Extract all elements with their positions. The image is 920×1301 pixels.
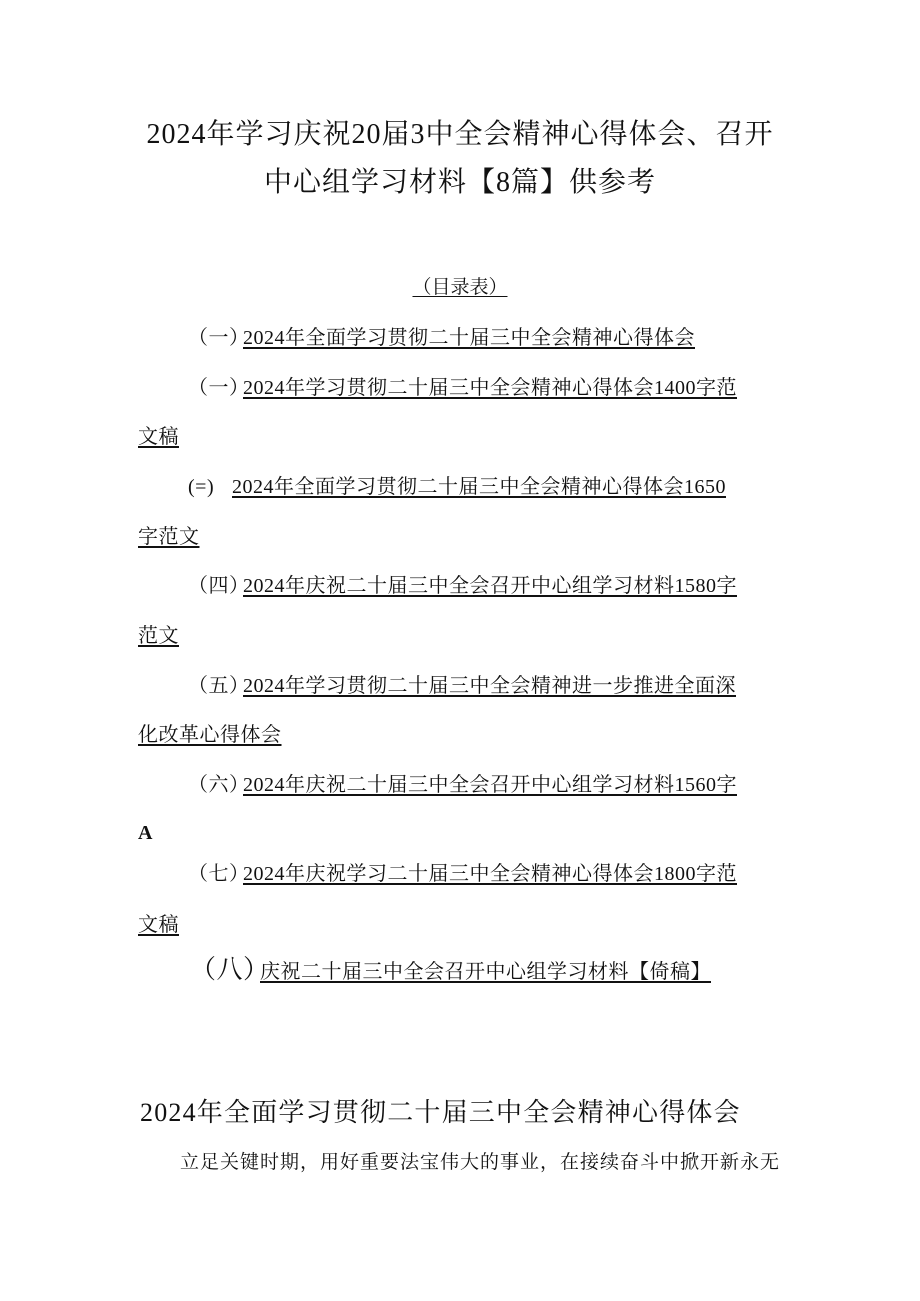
toc-item-8[interactable] [190, 957, 711, 985]
toc-item-7[interactable] [188, 861, 737, 887]
toc-item-number: （四） [188, 575, 250, 597]
toc-item-number: （五） [188, 675, 250, 697]
toc-item-link[interactable]: 2024年庆祝学习二十届三中全会精神心得体会1800字范 [243, 863, 737, 885]
toc-item-6[interactable] [188, 772, 737, 798]
body-paragraph: 立足关键时期，用好重要法宝伟大的事业，在接续奋斗中掀开新永无 [180, 1152, 781, 1173]
section-heading: 2024年全面学习贯彻二十届三中全会精神心得体会 [140, 1098, 741, 1127]
toc-item-3[interactable] [188, 474, 726, 500]
toc-item-link-continuation[interactable]: 化改革心得体会 [138, 724, 282, 746]
toc-item-5[interactable] [188, 673, 736, 699]
toc-item-1[interactable] [188, 325, 695, 351]
toc-item-link-continuation[interactable]: 文稿 [138, 426, 179, 448]
document-title-line-1: 2024年学习庆祝20届3中全会精神心得体会、召开 [146, 119, 774, 150]
toc-item-number: （八） [190, 955, 270, 984]
toc-item-link-continuation[interactable]: 字范文 [138, 526, 200, 548]
toc-item-2[interactable] [188, 375, 737, 401]
toc-item-link[interactable]: 2024年庆祝二十届三中全会召开中心组学习材料1580字 [243, 575, 737, 597]
toc-heading: （目录表） [412, 277, 508, 298]
toc-item-link[interactable]: 2024年学习贯彻二十届三中全会精神心得体会1400字范 [243, 377, 737, 399]
toc-item-link[interactable]: 2024年全面学习贯彻二十届三中全会精神心得体会 [243, 327, 695, 349]
document-title-line-2: 中心组学习材料【8篇】供参考 [263, 167, 656, 198]
toc-item-link[interactable]: 庆祝二十届三中全会召开中心组学习材料【倚稿】 [260, 961, 711, 983]
toc-item-link-continuation[interactable]: 文稿 [138, 914, 179, 936]
toc-item-number: （一） [188, 377, 250, 399]
toc-item-number: （一） [188, 327, 250, 349]
toc-item-link[interactable]: 2024年学习贯彻二十届三中全会精神进一步推进全面深 [243, 675, 736, 697]
toc-item-number: (=) [188, 476, 215, 498]
toc-item-link-continuation[interactable]: A [138, 822, 153, 844]
toc-item-4[interactable] [188, 573, 737, 599]
toc-item-link[interactable]: 2024年庆祝二十届三中全会召开中心组学习材料1560字 [243, 774, 737, 796]
toc-item-number: （七） [188, 863, 250, 885]
toc-item-number: （六） [188, 774, 250, 796]
toc-item-link[interactable]: 2024年全面学习贯彻二十届三中全会精神心得体会1650 [232, 476, 726, 498]
toc-item-link-continuation[interactable]: 范文 [138, 625, 179, 647]
